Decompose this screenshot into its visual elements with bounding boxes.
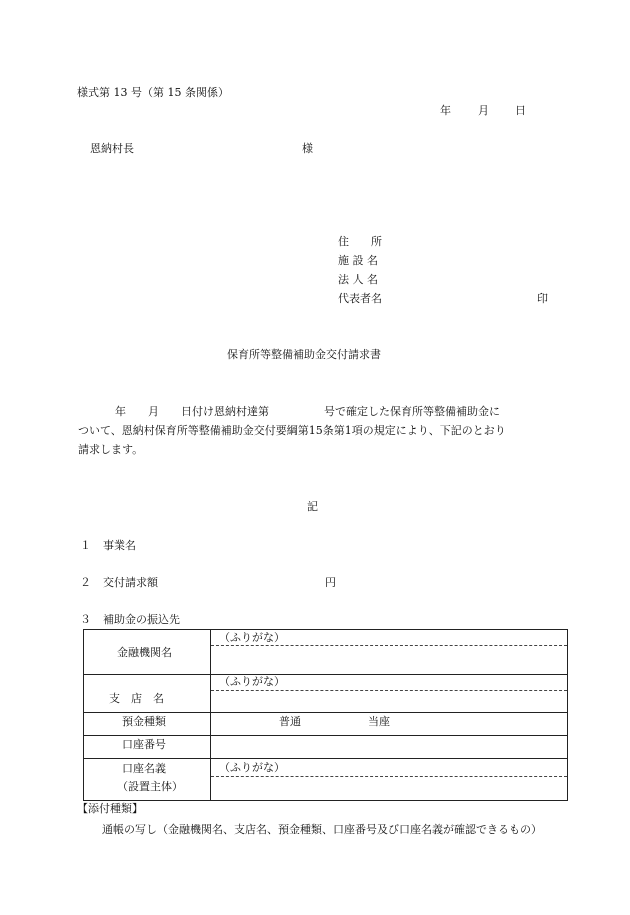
establisher-label: （設置主体） xyxy=(117,780,183,793)
deposit-type-label: 預金種類 xyxy=(122,715,166,728)
applicant-address-label: 住 所 xyxy=(338,235,382,248)
item-3-number: ３ xyxy=(80,613,91,626)
ki-heading: 記 xyxy=(307,500,318,513)
deposit-type-futsu[interactable]: 普通 xyxy=(279,715,301,728)
attachment-heading: 【添付種類】 xyxy=(77,802,143,815)
branch-label: 支 店 名 xyxy=(109,692,164,705)
item-1-number: １ xyxy=(80,539,91,552)
item-1-label: 事業名 xyxy=(103,539,136,552)
attachment-text: 通帳の写し（金融機関名、支店名、預金種類、口座番号及び口座名義が確認できるもの） xyxy=(102,823,542,836)
date-month: 月 xyxy=(478,104,489,117)
body-line-3: 請求します。 xyxy=(78,443,144,456)
branch-field[interactable] xyxy=(211,691,567,712)
item-2-number: ２ xyxy=(80,576,91,589)
bank-name-field[interactable] xyxy=(211,646,567,674)
deposit-type-touza[interactable]: 当座 xyxy=(368,715,390,728)
item-2-label: 交付請求額 xyxy=(103,576,158,589)
item-3-label: 補助金の振込先 xyxy=(103,613,180,626)
bank-name-furigana: （ふりがな） xyxy=(219,631,285,644)
applicant-corporation-label: 法 人 名 xyxy=(338,273,378,286)
seal-mark: 印 xyxy=(537,292,548,305)
date-year: 年 xyxy=(440,104,451,117)
addressee-name: 恩納村長 xyxy=(90,142,134,155)
date-day: 日 xyxy=(515,104,526,117)
applicant-facility-label: 施 設 名 xyxy=(338,254,378,267)
account-holder-furigana: （ふりがな） xyxy=(219,761,285,774)
account-number-field[interactable] xyxy=(211,736,567,758)
document-title: 保育所等整備補助金交付請求書 xyxy=(227,348,381,361)
body-line-1: 年 月 日付け恩納村達第 号で確定した保育所等整備補助金に xyxy=(115,405,500,418)
form-number: 様式第 13 号（第 15 条関係） xyxy=(77,86,229,99)
account-number-label: 口座番号 xyxy=(122,738,166,751)
bank-name-label: 金融機関名 xyxy=(117,646,172,659)
item-2-unit: 円 xyxy=(325,576,336,589)
account-holder-field[interactable] xyxy=(211,777,567,800)
account-holder-label: 口座名義 xyxy=(122,762,166,775)
applicant-representative-label: 代表者名 xyxy=(338,292,382,305)
branch-furigana: （ふりがな） xyxy=(219,675,285,688)
addressee-honorific: 様 xyxy=(302,142,313,155)
body-line-2: ついて、恩納村保育所等整備補助金交付要綱第15条第1項の規定により、下記のとおり xyxy=(78,424,506,437)
